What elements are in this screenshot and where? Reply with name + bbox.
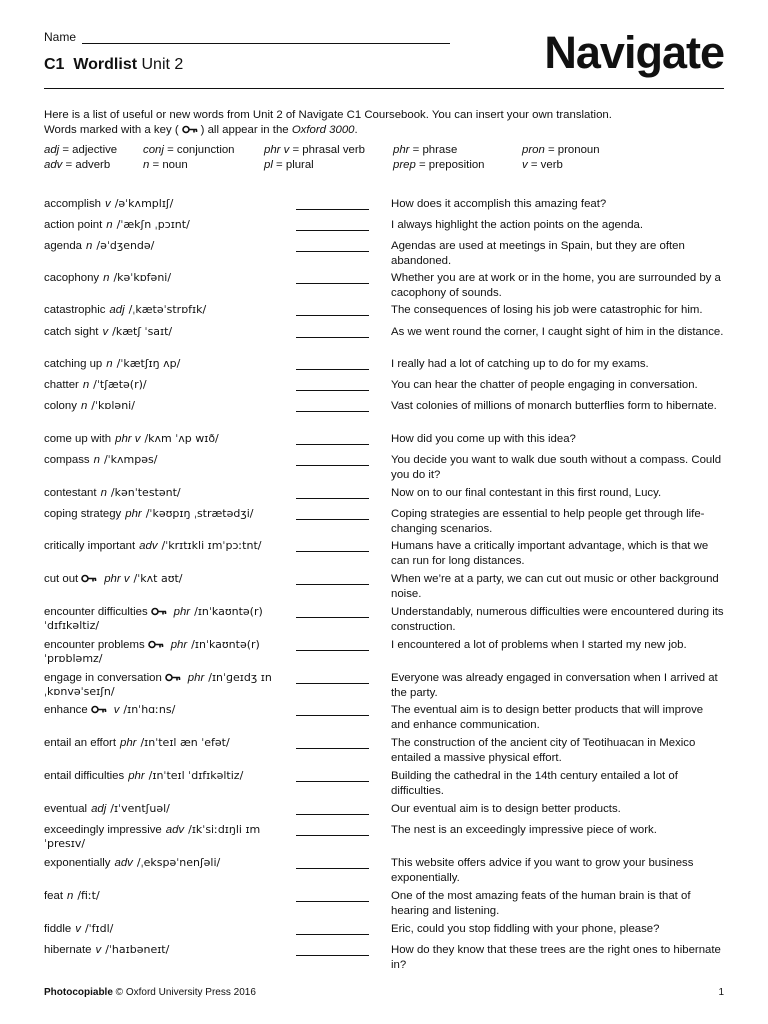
example-sentence: When we’re at a party, we can cut out music or other background noise. xyxy=(391,573,719,600)
word-cell xyxy=(44,303,289,317)
part-of-speech: adj xyxy=(91,803,107,815)
word-cell xyxy=(44,453,289,467)
headword: feat xyxy=(44,890,63,902)
abbreviation-row xyxy=(44,143,724,158)
word-cell xyxy=(44,736,289,750)
pronunciation: /ˌekspəˈnenʃəli/ xyxy=(136,856,221,869)
example-sentence: I really had a lot of catching up to do for my exams. xyxy=(391,358,649,370)
example-sentence: How did you come up with this idea? xyxy=(391,433,576,445)
pronunciation: /ɪnˈteɪl ˈdɪfɪkəltiz/ xyxy=(148,769,244,782)
word-cell xyxy=(44,539,289,553)
part-of-speech: phr xyxy=(128,770,145,782)
word-cell xyxy=(44,889,289,903)
translation-blank[interactable] xyxy=(296,955,369,956)
translation-blank[interactable] xyxy=(296,617,369,618)
part-of-speech: v xyxy=(113,704,120,716)
translation-blank[interactable] xyxy=(296,748,369,749)
pronunciation: /ɪnˈteɪl æn ˈefət/ xyxy=(140,736,230,749)
translation-blank[interactable] xyxy=(296,390,369,391)
pronunciation: /ɪnˈkaʊntə(r) ˈprɒbləmz/ xyxy=(44,638,260,665)
pronunciation: /ˌkætəˈstrɒfɪk/ xyxy=(128,303,207,316)
pronunciation: /ˈkɒləni/ xyxy=(91,399,135,412)
page-title xyxy=(44,56,183,74)
headword: accomplish xyxy=(44,198,101,210)
example-sentence: This website offers advice if you want to grow your business exponentially. xyxy=(391,857,694,884)
part-of-speech: n xyxy=(103,272,110,284)
part-of-speech: adj xyxy=(109,304,125,316)
example-sentence: The eventual aim is to design better products that will improve and enhance communication. xyxy=(391,704,704,731)
example-sentence: Now on to our final contestant in this first round, Lucy. xyxy=(391,487,662,499)
intro-text xyxy=(44,108,724,137)
word-cell xyxy=(44,486,289,500)
part-of-speech: adv xyxy=(165,824,185,836)
abbreviation: adj = adjective xyxy=(44,144,118,156)
key-icon xyxy=(182,125,198,134)
word-cell xyxy=(44,922,289,936)
word-cell xyxy=(44,325,289,339)
word-cell xyxy=(44,572,289,586)
abbreviation: pron = pronoun xyxy=(522,144,600,156)
headword: critically important xyxy=(44,540,136,552)
pronunciation: /ˈkʌmpəs/ xyxy=(103,453,158,466)
word-cell xyxy=(44,239,289,253)
word-cell xyxy=(44,605,289,633)
headword: encounter difficulties xyxy=(44,606,148,618)
part-of-speech: phr v xyxy=(115,433,141,445)
example-sentence: The construction of the ancient city of Teotihuacan in Mexico entailed a massive physical effort. xyxy=(391,737,696,764)
word-cell xyxy=(44,802,289,816)
pronunciation: /ˈfɪdl/ xyxy=(84,922,114,935)
level-label: C1 xyxy=(44,56,65,73)
headword: compass xyxy=(44,454,90,466)
abbreviation: prep = preposition xyxy=(393,159,485,171)
copyright-line: Photocopiable © Oxford University Press 2016 xyxy=(44,987,256,998)
translation-blank[interactable] xyxy=(296,901,369,902)
example-sentence: How does it accomplish this amazing feat? xyxy=(391,198,607,210)
part-of-speech: n xyxy=(93,454,100,466)
pronunciation: /fiːt/ xyxy=(77,889,100,902)
part-of-speech: phr v xyxy=(104,573,130,585)
intro-line-2: Words marked with a key ( ) all appear in the Oxford 3000. xyxy=(44,123,358,136)
headword: entail difficulties xyxy=(44,770,125,782)
pronunciation: /ɪˈventʃuəl/ xyxy=(110,802,170,815)
example-sentence: Everyone was already engaged in conversation when I arrived at the party. xyxy=(391,672,718,699)
part-of-speech: v xyxy=(95,944,102,956)
key-icon xyxy=(81,574,97,583)
translation-blank[interactable] xyxy=(296,337,369,338)
abbreviations-legend xyxy=(44,143,724,173)
translation-blank[interactable] xyxy=(296,934,369,935)
headword: engage in conversation xyxy=(44,672,162,684)
pronunciation: /ˈtʃætə(r)/ xyxy=(93,378,147,391)
translation-blank[interactable] xyxy=(296,498,369,499)
unit-label: Unit 2 xyxy=(141,56,184,73)
abbreviation-row xyxy=(44,158,724,173)
example-sentence: I always highlight the action points on the agenda. xyxy=(391,219,644,231)
translation-blank[interactable] xyxy=(296,683,369,684)
key-icon xyxy=(148,640,164,649)
part-of-speech: phr xyxy=(125,508,142,520)
example-sentence: Whether you are at work or in the home, you are surrounded by a cacophony of sounds. xyxy=(391,272,721,299)
pronunciation: /ɪnˈhɑːns/ xyxy=(123,703,176,716)
pronunciation: /əˈdʒendə/ xyxy=(96,239,155,252)
word-cell xyxy=(44,507,289,521)
key-icon xyxy=(91,705,107,714)
pronunciation: /kʌm ˈʌp wɪð/ xyxy=(144,432,219,445)
abbreviation: adv = adverb xyxy=(44,159,111,171)
example-sentence: One of the most amazing feats of the human brain is that of hearing and listening. xyxy=(391,890,691,917)
part-of-speech: n xyxy=(80,400,88,412)
header-divider xyxy=(44,88,724,89)
example-sentence: As we went round the corner, I caught sight of him in the distance. xyxy=(391,326,724,338)
translation-blank[interactable] xyxy=(296,230,369,231)
part-of-speech: n xyxy=(82,379,90,391)
headword: come up with xyxy=(44,433,112,445)
example-sentence: Our eventual aim is to design better products. xyxy=(391,803,621,815)
key-icon xyxy=(151,607,167,616)
pronunciation: /kəˈkɒfəni/ xyxy=(113,271,172,284)
example-sentence: Vast colonies of millions of monarch butterflies form to hibernate. xyxy=(391,400,717,412)
footer xyxy=(44,987,724,998)
headword: fiddle xyxy=(44,923,72,935)
translation-blank[interactable] xyxy=(296,411,369,412)
word-cell xyxy=(44,271,289,285)
part-of-speech: v xyxy=(75,923,81,935)
translation-blank[interactable] xyxy=(296,868,369,869)
headword: contestant xyxy=(44,487,97,499)
word-cell xyxy=(44,703,289,717)
translation-blank[interactable] xyxy=(296,584,369,585)
translation-blank[interactable] xyxy=(296,781,369,782)
headword: exceedingly impressive xyxy=(44,824,162,836)
example-sentence: How do they know that these trees are the right ones to hibernate in? xyxy=(391,944,721,971)
headword: entail an effort xyxy=(44,737,116,749)
pronunciation: /ɪkˈsiːdɪŋli ɪmˈpresɪv/ xyxy=(44,823,261,850)
pronunciation: /ˈhaɪbəneɪt/ xyxy=(105,943,170,956)
translation-blank[interactable] xyxy=(296,835,369,836)
headword: cut out xyxy=(44,573,79,585)
pronunciation: /ˈkrɪtɪkli ɪmˈpɔːtnt/ xyxy=(161,539,262,552)
pronunciation: /ˈkætʃɪŋ ʌp/ xyxy=(116,357,181,370)
headword: exponentially xyxy=(44,857,111,869)
abbreviation: n = noun xyxy=(143,159,188,171)
key-icon xyxy=(165,673,181,682)
headword: encounter problems xyxy=(44,639,145,651)
translation-blank[interactable] xyxy=(296,519,369,520)
word-cell xyxy=(44,197,289,211)
translation-blank[interactable] xyxy=(296,650,369,651)
headword: catching up xyxy=(44,358,103,370)
headword: cacophony xyxy=(44,272,100,284)
abbreviation: phr v = phrasal verb xyxy=(264,144,365,156)
example-sentence: The nest is an exceedingly impressive piece of work. xyxy=(391,824,657,836)
translation-blank[interactable] xyxy=(296,551,369,552)
translation-blank[interactable] xyxy=(296,465,369,466)
part-of-speech: n xyxy=(106,219,113,231)
part-of-speech: n xyxy=(106,358,113,370)
translation-blank[interactable] xyxy=(296,715,369,716)
headword: agenda xyxy=(44,240,83,252)
word-cell xyxy=(44,357,289,371)
abbreviation: phr = phrase xyxy=(393,144,458,156)
headword: enhance xyxy=(44,704,88,716)
example-sentence: You decide you want to walk due south without a compass. Could you do it? xyxy=(391,454,722,481)
example-sentence: I encountered a lot of problems when I started my new job. xyxy=(391,639,687,651)
part-of-speech: v xyxy=(104,198,111,210)
part-of-speech: n xyxy=(100,487,107,499)
pronunciation: /ˈækʃn ˌpɔɪnt/ xyxy=(116,218,190,231)
example-sentence: You can hear the chatter of people engaging in conversation. xyxy=(391,379,698,391)
pronunciation: /kənˈtestənt/ xyxy=(110,486,181,499)
part-of-speech: n xyxy=(86,240,93,252)
pronunciation: /əˈkʌmplɪʃ/ xyxy=(114,197,174,210)
word-cell xyxy=(44,671,289,699)
pronunciation: /kætʃ ˈsaɪt/ xyxy=(112,325,173,338)
example-sentence: Coping strategies are essential to help people get through life-changing scenarios. xyxy=(391,508,705,535)
word-cell xyxy=(44,399,289,413)
page-number: 1 xyxy=(718,987,724,998)
headword: action point xyxy=(44,219,103,231)
word-cell xyxy=(44,856,289,870)
word-cell xyxy=(44,218,289,232)
example-sentence: Agendas are used at meetings in Spain, but they are often abandoned. xyxy=(391,240,685,267)
headword: colony xyxy=(44,400,77,412)
part-of-speech: adv xyxy=(114,857,133,869)
translation-blank[interactable] xyxy=(296,444,369,445)
translation-blank[interactable] xyxy=(296,251,369,252)
headword: eventual xyxy=(44,803,88,815)
brand-logo: Navigate xyxy=(544,27,724,78)
abbreviation: v = verb xyxy=(522,159,563,171)
translation-blank[interactable] xyxy=(296,209,369,210)
headword: coping strategy xyxy=(44,508,122,520)
part-of-speech: phr xyxy=(170,639,188,651)
abbreviation: pl = plural xyxy=(264,159,314,171)
word-cell xyxy=(44,769,289,783)
translation-blank[interactable] xyxy=(296,814,369,815)
intro-line-1: Here is a list of useful or new words from Unit 2 of Navigate C1 Coursebook. You can insert your own translation. xyxy=(44,109,612,121)
example-sentence: Eric, could you stop fiddling with your phone, please? xyxy=(391,923,660,935)
word-cell xyxy=(44,943,289,957)
pronunciation: /ɪnˈɡeɪdʒ ɪn ˌkɒnvəˈseɪʃn/ xyxy=(44,671,272,698)
pronunciation: /ˈkəʊpɪŋ ˌstrætədʒi/ xyxy=(145,507,254,520)
part-of-speech: phr xyxy=(119,737,137,749)
headword: chatter xyxy=(44,379,79,391)
pronunciation: /ɪnˈkaʊntə(r) ˈdɪfɪkəltiz/ xyxy=(44,605,263,632)
headword: catch sight xyxy=(44,326,99,338)
part-of-speech: v xyxy=(102,326,109,338)
example-sentence: Humans have a critically important advantage, which is that we can run for long distances. xyxy=(391,540,709,567)
translation-blank[interactable] xyxy=(296,315,369,316)
headword: hibernate xyxy=(44,944,92,956)
translation-blank[interactable] xyxy=(296,283,369,284)
name-field[interactable] xyxy=(44,30,450,44)
pronunciation: /ˈkʌt aʊt/ xyxy=(133,572,183,585)
word-cell xyxy=(44,432,289,446)
name-label: Name xyxy=(44,30,77,44)
word-cell xyxy=(44,638,289,666)
word-cell xyxy=(44,823,289,851)
name-line-rule[interactable] xyxy=(82,32,450,44)
abbreviation: conj = conjunction xyxy=(143,144,235,156)
part-of-speech: phr xyxy=(173,606,191,618)
part-of-speech: n xyxy=(67,890,74,902)
example-sentence: The consequences of losing his job were catastrophic for him. xyxy=(391,304,703,316)
part-of-speech: phr xyxy=(187,672,205,684)
example-sentence: Understandably, numerous difficulties were encountered during its construction. xyxy=(391,606,724,633)
wordlist-label: Wordlist xyxy=(73,56,138,73)
headword: catastrophic xyxy=(44,304,106,316)
translation-blank[interactable] xyxy=(296,369,369,370)
example-sentence: Building the cathedral in the 14th century entailed a lot of difficulties. xyxy=(391,770,678,797)
part-of-speech: adv xyxy=(139,540,158,552)
word-cell xyxy=(44,378,289,392)
